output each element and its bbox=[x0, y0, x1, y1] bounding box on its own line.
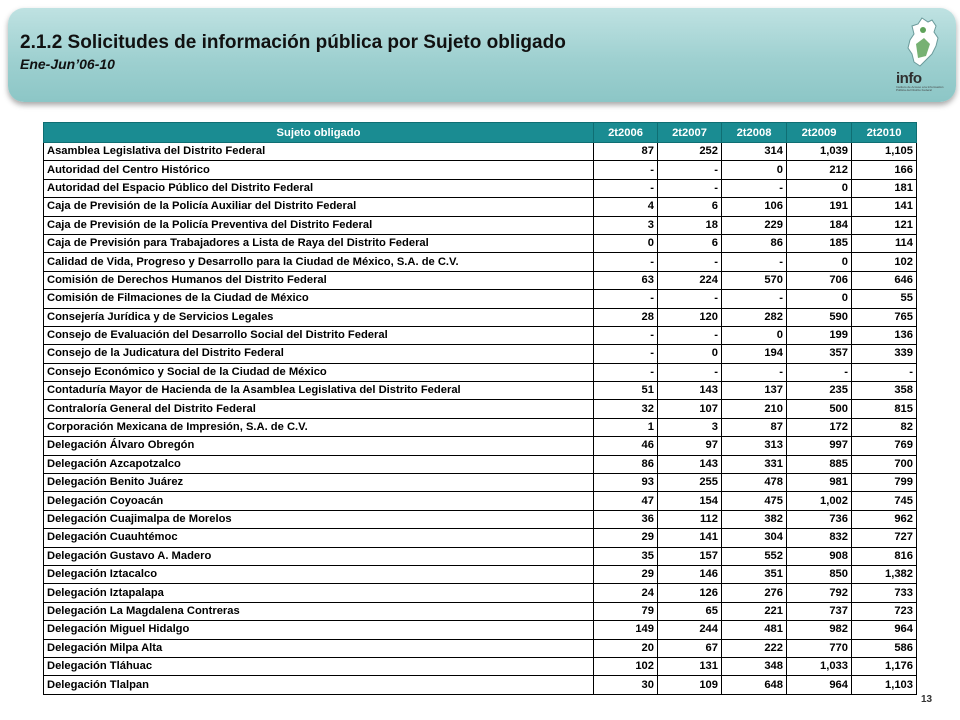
value-cell: 314 bbox=[722, 143, 787, 161]
value-cell: 304 bbox=[722, 529, 787, 547]
entity-name-cell: Autoridad del Espacio Público del Distrito Federal bbox=[44, 179, 594, 197]
map-of-df-icon bbox=[892, 14, 954, 74]
value-cell: 6 bbox=[658, 234, 722, 252]
entity-name-cell: Delegación Benito Juárez bbox=[44, 474, 594, 492]
value-cell: 0 bbox=[594, 234, 658, 252]
entity-name-cell: Delegación Iztacalco bbox=[44, 565, 594, 583]
value-cell: 745 bbox=[852, 492, 917, 510]
value-cell: 102 bbox=[594, 657, 658, 675]
value-cell: 106 bbox=[722, 198, 787, 216]
value-cell: 815 bbox=[852, 400, 917, 418]
value-cell: 1,382 bbox=[852, 565, 917, 583]
value-cell: 0 bbox=[658, 345, 722, 363]
value-cell: 850 bbox=[787, 565, 852, 583]
table-row bbox=[44, 271, 917, 289]
value-cell: 382 bbox=[722, 510, 787, 528]
value-cell: 736 bbox=[787, 510, 852, 528]
value-cell: - bbox=[658, 179, 722, 197]
value-cell: 29 bbox=[594, 529, 658, 547]
value-cell: - bbox=[658, 161, 722, 179]
value-cell: 792 bbox=[787, 584, 852, 602]
value-cell: 184 bbox=[787, 216, 852, 234]
value-cell: 46 bbox=[594, 437, 658, 455]
value-cell: 478 bbox=[722, 474, 787, 492]
value-cell: 331 bbox=[722, 455, 787, 473]
value-cell: 109 bbox=[658, 676, 722, 694]
value-cell: 727 bbox=[852, 529, 917, 547]
value-cell: 997 bbox=[787, 437, 852, 455]
value-cell: 244 bbox=[658, 621, 722, 639]
entity-name-cell: Delegación Tláhuac bbox=[44, 657, 594, 675]
entity-name-cell: Delegación Cuauhtémoc bbox=[44, 529, 594, 547]
table-body bbox=[44, 143, 917, 695]
value-cell: 0 bbox=[722, 161, 787, 179]
table-row bbox=[44, 584, 917, 602]
value-cell: 3 bbox=[594, 216, 658, 234]
value-cell: 172 bbox=[787, 418, 852, 436]
table-row bbox=[44, 437, 917, 455]
value-cell: 982 bbox=[787, 621, 852, 639]
column-header-2t2008: 2t2008 bbox=[722, 123, 787, 143]
page-title: 2.1.2 Solicitudes de información pública por Sujeto obligado bbox=[20, 32, 566, 53]
table-row bbox=[44, 657, 917, 675]
value-cell: 131 bbox=[658, 657, 722, 675]
value-cell: 224 bbox=[658, 271, 722, 289]
value-cell: - bbox=[658, 253, 722, 271]
value-cell: 32 bbox=[594, 400, 658, 418]
title-banner bbox=[8, 8, 956, 102]
column-header-2t2007: 2t2007 bbox=[658, 123, 722, 143]
table-row bbox=[44, 253, 917, 271]
table-row bbox=[44, 234, 917, 252]
value-cell: - bbox=[722, 253, 787, 271]
value-cell: - bbox=[658, 290, 722, 308]
page-number: 13 bbox=[921, 694, 933, 705]
entity-name-cell: Comisión de Derechos Humanos del Distrito Federal bbox=[44, 271, 594, 289]
value-cell: 143 bbox=[658, 382, 722, 400]
value-cell: 351 bbox=[722, 565, 787, 583]
value-cell: 67 bbox=[658, 639, 722, 657]
table-row bbox=[44, 676, 917, 694]
value-cell: 36 bbox=[594, 510, 658, 528]
value-cell: 769 bbox=[852, 437, 917, 455]
value-cell: 212 bbox=[787, 161, 852, 179]
value-cell: 194 bbox=[722, 345, 787, 363]
table-row bbox=[44, 382, 917, 400]
value-cell: 1,002 bbox=[787, 492, 852, 510]
entity-name-cell: Corporación Mexicana de Impresión, S.A. de C.V. bbox=[44, 418, 594, 436]
value-cell: - bbox=[594, 345, 658, 363]
entity-name-cell: Delegación La Magdalena Contreras bbox=[44, 602, 594, 620]
entity-name-cell: Consejería Jurídica y de Servicios Legales bbox=[44, 308, 594, 326]
entity-name-cell: Delegación Álvaro Obregón bbox=[44, 437, 594, 455]
value-cell: - bbox=[787, 363, 852, 381]
value-cell: 733 bbox=[852, 584, 917, 602]
value-cell: 47 bbox=[594, 492, 658, 510]
value-cell: 255 bbox=[658, 474, 722, 492]
value-cell: 348 bbox=[722, 657, 787, 675]
value-cell: - bbox=[722, 179, 787, 197]
value-cell: - bbox=[658, 326, 722, 344]
entity-name-cell: Contraloría General del Distrito Federal bbox=[44, 400, 594, 418]
value-cell: 51 bbox=[594, 382, 658, 400]
entity-name-cell: Calidad de Vida, Progreso y Desarrollo para la Ciudad de México, S.A. de C.V. bbox=[44, 253, 594, 271]
table-header bbox=[44, 123, 917, 143]
value-cell: 141 bbox=[658, 529, 722, 547]
value-cell: - bbox=[594, 290, 658, 308]
value-cell: 252 bbox=[658, 143, 722, 161]
value-cell: 0 bbox=[787, 179, 852, 197]
logo-wordmark: info bbox=[896, 70, 922, 87]
value-cell: 0 bbox=[722, 326, 787, 344]
value-cell: 28 bbox=[594, 308, 658, 326]
value-cell: 63 bbox=[594, 271, 658, 289]
requests-table bbox=[43, 122, 917, 695]
value-cell: - bbox=[594, 179, 658, 197]
value-cell: 0 bbox=[787, 290, 852, 308]
value-cell: - bbox=[594, 161, 658, 179]
value-cell: 706 bbox=[787, 271, 852, 289]
value-cell: - bbox=[722, 290, 787, 308]
value-cell: 24 bbox=[594, 584, 658, 602]
value-cell: 590 bbox=[787, 308, 852, 326]
value-cell: 136 bbox=[852, 326, 917, 344]
value-cell: 185 bbox=[787, 234, 852, 252]
value-cell: 276 bbox=[722, 584, 787, 602]
table-row bbox=[44, 363, 917, 381]
table-row bbox=[44, 474, 917, 492]
value-cell: 737 bbox=[787, 602, 852, 620]
table-row bbox=[44, 345, 917, 363]
value-cell: 181 bbox=[852, 179, 917, 197]
value-cell: - bbox=[594, 326, 658, 344]
entity-name-cell: Consejo Económico y Social de la Ciudad de México bbox=[44, 363, 594, 381]
table-row bbox=[44, 326, 917, 344]
column-header-2t2006: 2t2006 bbox=[594, 123, 658, 143]
value-cell: 137 bbox=[722, 382, 787, 400]
value-cell: 120 bbox=[658, 308, 722, 326]
value-cell: 6 bbox=[658, 198, 722, 216]
table-row bbox=[44, 621, 917, 639]
value-cell: 143 bbox=[658, 455, 722, 473]
value-cell: 114 bbox=[852, 234, 917, 252]
value-cell: 235 bbox=[787, 382, 852, 400]
page-subtitle: Ene-Jun’06-10 bbox=[20, 56, 115, 72]
table-row bbox=[44, 198, 917, 216]
logo-caption: Instituto de Acceso a la Información Pública del Distrito Federal bbox=[896, 85, 944, 92]
value-cell: 102 bbox=[852, 253, 917, 271]
value-cell: 832 bbox=[787, 529, 852, 547]
value-cell: 358 bbox=[852, 382, 917, 400]
value-cell: 87 bbox=[722, 418, 787, 436]
value-cell: 210 bbox=[722, 400, 787, 418]
entity-name-cell: Consejo de la Judicatura del Distrito Federal bbox=[44, 345, 594, 363]
value-cell: 964 bbox=[787, 676, 852, 694]
table-row bbox=[44, 510, 917, 528]
table-row bbox=[44, 565, 917, 583]
value-cell: 481 bbox=[722, 621, 787, 639]
entity-name-cell: Delegación Miguel Hidalgo bbox=[44, 621, 594, 639]
column-header-sujeto: Sujeto obligado bbox=[44, 123, 594, 143]
value-cell: 79 bbox=[594, 602, 658, 620]
entity-name-cell: Consejo de Evaluación del Desarrollo Social del Distrito Federal bbox=[44, 326, 594, 344]
table-row bbox=[44, 492, 917, 510]
value-cell: 646 bbox=[852, 271, 917, 289]
value-cell: 121 bbox=[852, 216, 917, 234]
entity-name-cell: Caja de Previsión de la Policía Auxiliar del Distrito Federal bbox=[44, 198, 594, 216]
value-cell: - bbox=[658, 363, 722, 381]
value-cell: 199 bbox=[787, 326, 852, 344]
value-cell: 770 bbox=[787, 639, 852, 657]
column-header-2t2010: 2t2010 bbox=[852, 123, 917, 143]
value-cell: 97 bbox=[658, 437, 722, 455]
value-cell: 1,039 bbox=[787, 143, 852, 161]
table-row bbox=[44, 400, 917, 418]
entity-name-cell: Delegación Gustavo A. Madero bbox=[44, 547, 594, 565]
table-row bbox=[44, 418, 917, 436]
table-row bbox=[44, 161, 917, 179]
value-cell: 149 bbox=[594, 621, 658, 639]
value-cell: 229 bbox=[722, 216, 787, 234]
entity-name-cell: Contaduría Mayor de Hacienda de la Asamblea Legislativa del Distrito Federal bbox=[44, 382, 594, 400]
value-cell: 765 bbox=[852, 308, 917, 326]
table-row bbox=[44, 290, 917, 308]
value-cell: 107 bbox=[658, 400, 722, 418]
value-cell: 86 bbox=[722, 234, 787, 252]
value-cell: 799 bbox=[852, 474, 917, 492]
value-cell: 126 bbox=[658, 584, 722, 602]
value-cell: 20 bbox=[594, 639, 658, 657]
value-cell: 648 bbox=[722, 676, 787, 694]
entity-name-cell: Autoridad del Centro Histórico bbox=[44, 161, 594, 179]
value-cell: 55 bbox=[852, 290, 917, 308]
value-cell: 30 bbox=[594, 676, 658, 694]
value-cell: 586 bbox=[852, 639, 917, 657]
entity-name-cell: Caja de Previsión de la Policía Preventiva del Distrito Federal bbox=[44, 216, 594, 234]
entity-name-cell: Asamblea Legislativa del Distrito Federal bbox=[44, 143, 594, 161]
value-cell: 885 bbox=[787, 455, 852, 473]
value-cell: 146 bbox=[658, 565, 722, 583]
value-cell: - bbox=[852, 363, 917, 381]
table-row bbox=[44, 216, 917, 234]
entity-name-cell: Delegación Tlalpan bbox=[44, 676, 594, 694]
value-cell: 981 bbox=[787, 474, 852, 492]
entity-name-cell: Delegación Milpa Alta bbox=[44, 639, 594, 657]
value-cell: 157 bbox=[658, 547, 722, 565]
value-cell: 339 bbox=[852, 345, 917, 363]
value-cell: - bbox=[594, 253, 658, 271]
value-cell: 1,103 bbox=[852, 676, 917, 694]
value-cell: 723 bbox=[852, 602, 917, 620]
entity-name-cell: Comisión de Filmaciones de la Ciudad de México bbox=[44, 290, 594, 308]
value-cell: 35 bbox=[594, 547, 658, 565]
value-cell: 962 bbox=[852, 510, 917, 528]
table-row bbox=[44, 602, 917, 620]
value-cell: 282 bbox=[722, 308, 787, 326]
value-cell: 86 bbox=[594, 455, 658, 473]
entity-name-cell: Delegación Iztapalapa bbox=[44, 584, 594, 602]
value-cell: 221 bbox=[722, 602, 787, 620]
value-cell: 18 bbox=[658, 216, 722, 234]
value-cell: 87 bbox=[594, 143, 658, 161]
value-cell: 700 bbox=[852, 455, 917, 473]
entity-name-cell: Delegación Cuajimalpa de Morelos bbox=[44, 510, 594, 528]
value-cell: 29 bbox=[594, 565, 658, 583]
value-cell: 154 bbox=[658, 492, 722, 510]
value-cell: 1 bbox=[594, 418, 658, 436]
value-cell: 4 bbox=[594, 198, 658, 216]
value-cell: 93 bbox=[594, 474, 658, 492]
value-cell: 82 bbox=[852, 418, 917, 436]
value-cell: 357 bbox=[787, 345, 852, 363]
info-df-logo bbox=[892, 14, 954, 98]
table-row bbox=[44, 308, 917, 326]
value-cell: 570 bbox=[722, 271, 787, 289]
table-row bbox=[44, 179, 917, 197]
entity-name-cell: Delegación Azcapotzalco bbox=[44, 455, 594, 473]
value-cell: 65 bbox=[658, 602, 722, 620]
table-row bbox=[44, 639, 917, 657]
value-cell: 112 bbox=[658, 510, 722, 528]
value-cell: 222 bbox=[722, 639, 787, 657]
value-cell: 908 bbox=[787, 547, 852, 565]
entity-name-cell: Caja de Previsión para Trabajadores a Lista de Raya del Distrito Federal bbox=[44, 234, 594, 252]
value-cell: 964 bbox=[852, 621, 917, 639]
value-cell: 0 bbox=[787, 253, 852, 271]
value-cell: 816 bbox=[852, 547, 917, 565]
entity-name-cell: Delegación Coyoacán bbox=[44, 492, 594, 510]
value-cell: 500 bbox=[787, 400, 852, 418]
table-row bbox=[44, 547, 917, 565]
table-row bbox=[44, 455, 917, 473]
value-cell: 1,033 bbox=[787, 657, 852, 675]
value-cell: 552 bbox=[722, 547, 787, 565]
value-cell: 166 bbox=[852, 161, 917, 179]
value-cell: 1,176 bbox=[852, 657, 917, 675]
table-row bbox=[44, 529, 917, 547]
value-cell: 3 bbox=[658, 418, 722, 436]
value-cell: 475 bbox=[722, 492, 787, 510]
value-cell: - bbox=[594, 363, 658, 381]
value-cell: - bbox=[722, 363, 787, 381]
value-cell: 1,105 bbox=[852, 143, 917, 161]
column-header-2t2009: 2t2009 bbox=[787, 123, 852, 143]
table-row bbox=[44, 143, 917, 161]
value-cell: 191 bbox=[787, 198, 852, 216]
value-cell: 313 bbox=[722, 437, 787, 455]
value-cell: 141 bbox=[852, 198, 917, 216]
